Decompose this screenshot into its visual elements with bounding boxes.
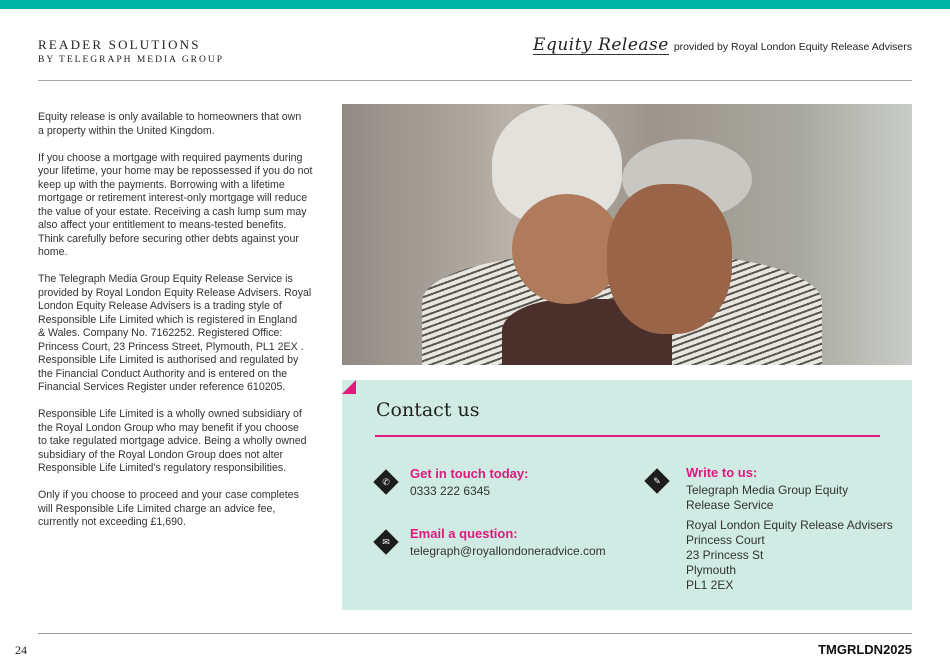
pen-icon: ✎ [644, 468, 669, 493]
paragraph: The Telegraph Media Group Equity Release Service is provided by Royal London Equity Release Advisers. Royal London Equity Release Advisers is a trading style of Responsible Life Limited which is registered in England & Wales. Company No. 7162252. Registered Office: Princess Court, 23 Princess Street, Plymouth, PL1 2EX . Responsible Life Limited is authorised and regulated by the Financial Conduct Authority and is entered on the Financial Services Register under reference 610205. [38, 273, 312, 393]
brand-subtitle: BY TELEGRAPH MEDIA GROUP [38, 55, 225, 65]
contact-title: Contact us [376, 399, 480, 421]
email-heading: Email a question: [410, 526, 518, 541]
contact-panel [342, 380, 912, 610]
paragraph: Responsible Life Limited is a wholly owned subsidiary of the Royal London Group who may benefit if you choose to take regulated mortgage advice. Being a wholly owned subsidiary of the Royal London Group does not alter Responsible Life Limited's regulatory responsibilities. [38, 408, 307, 474]
page-number: 24 [15, 643, 27, 657]
contact-divider [375, 435, 880, 437]
promo-code: TMGRLDN2025 [818, 642, 912, 657]
logo-script: Equity Release [533, 35, 669, 55]
paragraph: Equity release is only available to homeowners that own a property within the United Kingdom. [38, 111, 302, 137]
brand-header [38, 37, 224, 65]
email-icon: ✉ [373, 529, 398, 554]
paragraph: If you choose a mortgage with required payments during your lifetime, your home may be repossessed if you do not keep up with the payments. Borrowing with a lifetime mortgage or retirement interest-only mortgage will reduce the value of your estate. Receiving a cash lump sum may also affect your entitlement to means-tested benefits. Think carefully before securing other debts against your home. [38, 151, 313, 258]
disclaimer-text [38, 111, 313, 543]
brand-title: READER SOLUTIONS [38, 37, 201, 52]
equity-release-logo [533, 36, 912, 55]
email-link[interactable]: telegraph@royallondoneradvice.com [410, 544, 606, 558]
postal-address: Royal London Equity Release Advisers Princess Court 23 Princess St Plymouth PL1 2EX [686, 518, 893, 592]
phone-heading: Get in touch today: [410, 466, 529, 481]
top-accent-bar [0, 0, 950, 9]
logo-provided-by: provided by Royal London Equity Release Advisers [673, 41, 912, 53]
phone-number[interactable]: 0333 222 6345 [410, 484, 491, 498]
header-divider [38, 80, 912, 81]
write-heading: Write to us: [686, 465, 758, 480]
corner-triangle [342, 380, 356, 394]
paragraph: Only if you choose to proceed and your case completes will Responsible Life Limited charge an advice fee, currently not exceeding £1,690. [38, 489, 299, 528]
footer-divider [38, 633, 912, 634]
couple-photo [342, 104, 912, 365]
write-recipient: Telegraph Media Group Equity Release Service [686, 483, 849, 512]
phone-icon: ✆ [373, 469, 398, 494]
